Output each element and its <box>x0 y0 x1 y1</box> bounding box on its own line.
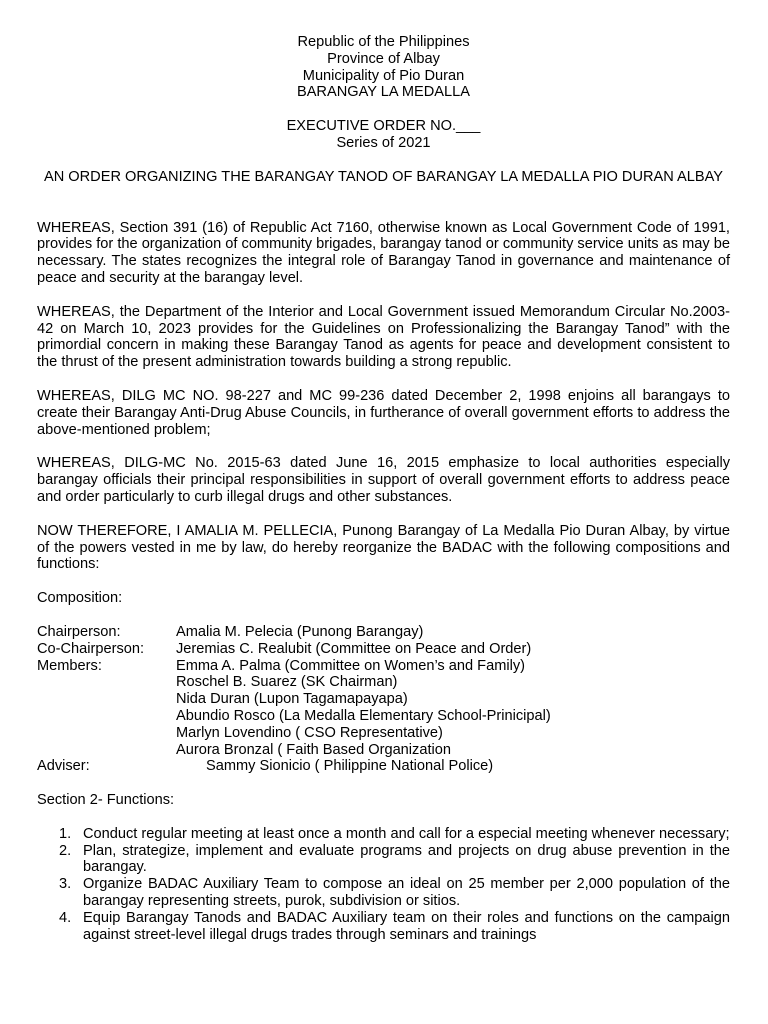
member-name: Aurora Bronzal ( Faith Based Organization <box>176 741 451 758</box>
item-number: 2. <box>59 842 72 859</box>
member-name: Abundio Rosco (La Medalla Elementary School-Prinicipal) <box>176 707 551 724</box>
composition-row <box>37 674 730 691</box>
document-page <box>37 34 730 943</box>
member-name: Jeremias C. Realubit (Committee on Peace and Order) <box>176 640 532 657</box>
order-heading <box>37 118 730 152</box>
item-number: 1. <box>59 825 72 842</box>
member-name: Sammy Sionicio ( Philippine National Police) <box>206 758 494 775</box>
order-title: AN ORDER ORGANIZING THE BARANGAY TANOD OF BARANGAY LA MEDALLA PIO DURAN ALBAY <box>43 168 724 185</box>
list-item <box>37 843 730 877</box>
item-text: Plan, strategize, implement and evaluate programs and projects on drug abuse prevention in the barangay. <box>83 842 730 876</box>
composition-row <box>37 658 730 675</box>
province-line: Province of Albay <box>327 50 440 67</box>
whereas-paragraph-2: WHEREAS, the Department of the Interior and Local Government issued Memorandum Circular No.2003-42 on March 10, 2023 provides for the Guidelines on Professionalizing the Barangay Tanod” with the primordial concern in making these Barangay Tanod as agents for peace and development consistent to the thrust of the present administration towards building a strong republic. <box>37 303 730 371</box>
member-name: Roschel B. Suarez (SK Chairman) <box>176 674 398 691</box>
composition-list <box>37 624 730 775</box>
list-item <box>37 910 730 944</box>
item-number: 4. <box>59 909 72 926</box>
role-label: Co-Chairperson: <box>37 640 145 657</box>
item-text: Equip Barangay Tanods and BADAC Auxiliary team on their roles and functions on the campaign against street-level illegal drugs trades through seminars and trainings <box>83 909 730 943</box>
whereas-paragraph-4: WHEREAS, DILG-MC No. 2015-63 dated June 16, 2015 emphasize to local authorities especially barangay officials their principal responsibilities in support of overall government efforts to address peace and order particularly to curb illegal drugs and other substances. <box>37 455 730 505</box>
functions-heading: Section 2- Functions: <box>37 792 175 809</box>
member-name: Marlyn Lovendino ( CSO Representative) <box>176 724 443 741</box>
whereas-paragraph-1: WHEREAS, Section 391 (16) of Republic Act 7160, otherwise known as Local Government Code of 1991, provides for the organization of community brigades, barangay tanod or community service units as may be necessary. The states recognizes the integral role of Barangay Tanod in governance and maintenance of peace and security at the barangay level. <box>37 219 730 286</box>
list-item <box>37 876 730 910</box>
role-label: Members: <box>37 657 102 674</box>
composition-row <box>37 708 730 725</box>
composition-row <box>37 758 730 775</box>
composition-row <box>37 641 730 658</box>
member-name: Emma A. Palma (Committee on Women’s and Family) <box>176 657 526 674</box>
composition-row <box>37 742 730 759</box>
list-item <box>37 826 730 843</box>
composition-row <box>37 725 730 742</box>
role-label: Adviser: <box>37 758 90 775</box>
barangay-line: BARANGAY LA MEDALLA <box>296 84 471 101</box>
role-label: Chairperson: <box>37 623 121 640</box>
item-text: Conduct regular meeting at least once a month and call for a especial meeting whenever necessary; <box>83 825 730 842</box>
item-text: Organize BADAC Auxiliary Team to compose an ideal on 25 member per 2,000 population of the barangay representing streets, purok, subdivision or sitios. <box>83 876 730 910</box>
composition-heading: Composition: <box>37 590 123 607</box>
member-name: Amalia M. Pelecia (Punong Barangay) <box>176 623 424 640</box>
order-number: EXECUTIVE ORDER NO.___ <box>286 118 481 135</box>
municipality-line: Municipality of Pio Duran <box>302 67 465 84</box>
country-line: Republic of the Philippines <box>297 34 470 50</box>
composition-row <box>37 624 730 641</box>
letterhead <box>37 34 730 101</box>
whereas-paragraph-3: WHEREAS, DILG MC NO. 98-227 and MC 99-236 dated December 2, 1998 enjoins all barangays to create their Barangay Anti-Drug Abuse Councils, in furtherance of overall government efforts to address the above-mentioned problem; <box>37 387 730 438</box>
composition-row <box>37 691 730 708</box>
now-therefore-paragraph: NOW THEREFORE, I AMALIA M. PELLECIA, Punong Barangay of La Medalla Pio Duran Albay, by virtue of the powers vested in me by law, do hereby reorganize the BADAC with the following compositions and functions: <box>37 522 730 573</box>
functions-list <box>37 826 730 944</box>
item-number: 3. <box>59 876 72 893</box>
order-series: Series of 2021 <box>336 134 431 151</box>
member-name: Nida Duran (Lupon Tagamapayapa) <box>176 691 408 708</box>
